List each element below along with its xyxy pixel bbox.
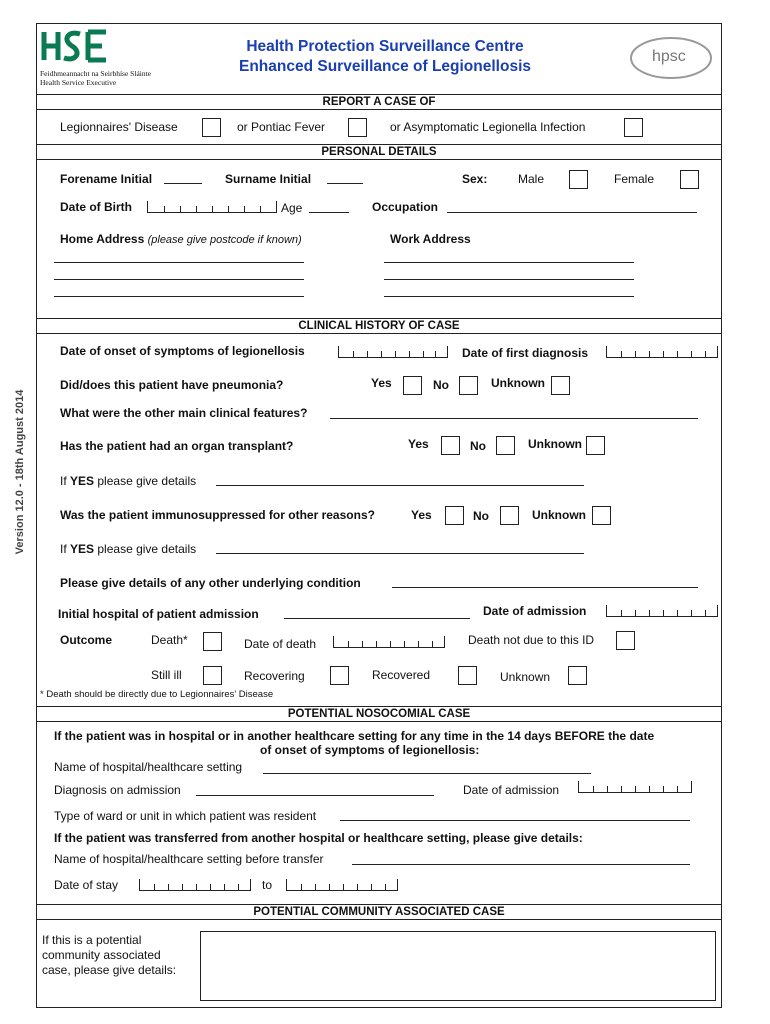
date-admission-label: Date of admission: [483, 604, 587, 618]
transplant-details-label: If YES please give details: [60, 474, 197, 488]
occupation-label: Occupation: [372, 200, 439, 214]
death-not-due-checkbox[interactable]: [616, 631, 635, 650]
onset-date-field[interactable]: [338, 346, 448, 358]
immuno-yes-checkbox[interactable]: [445, 506, 464, 525]
stay-from-date-field[interactable]: [139, 879, 251, 891]
logo-irish-text: Feidhmeannacht na Seirbhíse Sláinte: [40, 69, 152, 78]
recovering-label: Recovering: [244, 669, 305, 683]
date-of-death-label: Date of death: [244, 637, 317, 651]
immuno-unknown-label: Unknown: [532, 508, 586, 522]
work-address-line-3[interactable]: [384, 296, 634, 297]
transplant-no-checkbox[interactable]: [496, 436, 515, 455]
community-details-textarea[interactable]: [200, 931, 716, 1001]
community-text-1: If this is a potential: [42, 933, 142, 947]
transplant-details-field[interactable]: [216, 485, 584, 486]
death-not-due-label: Death not due to this ID: [468, 633, 595, 647]
immuno-no-label: No: [473, 509, 489, 523]
title-line-1: Health Protection Surveillance Centre: [246, 38, 524, 55]
age-field[interactable]: [309, 212, 349, 213]
pneumonia-unknown-label: Unknown: [491, 376, 545, 390]
immuno-yes-label: Yes: [411, 508, 432, 522]
community-text-3: case, please give details:: [42, 963, 177, 977]
first-diagnosis-label: Date of first diagnosis: [462, 346, 589, 360]
pneumonia-no-checkbox[interactable]: [459, 376, 478, 395]
opt-legionnaires: Legionnaires' Disease: [60, 120, 178, 134]
legionnaires-checkbox[interactable]: [202, 118, 221, 137]
opt-pontiac: or Pontiac Fever: [237, 120, 326, 134]
dob-field[interactable]: [147, 201, 277, 213]
svg-text:HSE: HSE: [40, 28, 43, 29]
immuno-label: Was the patient immunosuppressed for other reasons?: [60, 508, 375, 522]
female-checkbox[interactable]: [680, 170, 699, 189]
outcome-unknown-label: Unknown: [500, 670, 551, 684]
age-label: Age: [281, 201, 303, 215]
transfer-label: If the patient was transferred from another hospital or healthcare setting, please give details:: [54, 831, 583, 845]
transplant-yes-checkbox[interactable]: [441, 436, 460, 455]
immuno-unknown-checkbox[interactable]: [592, 506, 611, 525]
community-heading: POTENTIAL COMMUNITY ASSOCIATED CASE: [37, 904, 721, 920]
report-heading: REPORT A CASE OF: [37, 94, 721, 110]
to-label: to: [262, 878, 273, 892]
hpsc-logo: [628, 34, 714, 82]
recovered-label: Recovered: [372, 668, 431, 682]
pneumonia-no-label: No: [433, 378, 449, 392]
dob-label: Date of Birth: [60, 200, 132, 214]
pontiac-checkbox[interactable]: [348, 118, 367, 137]
underlying-label: Please give details of any other underlying condition: [60, 576, 361, 590]
initial-hospital-label: Initial hospital of patient admission: [58, 607, 259, 621]
transplant-unknown-checkbox[interactable]: [586, 436, 605, 455]
home-address-line-3[interactable]: [54, 296, 304, 297]
male-label: Male: [518, 172, 545, 186]
transplant-unknown-label: Unknown: [528, 437, 582, 451]
transplant-no-label: No: [470, 439, 486, 453]
diagnosis-admission-field[interactable]: [196, 795, 434, 796]
forename-label: Forename Initial: [60, 172, 153, 186]
immuno-details-field[interactable]: [216, 553, 584, 554]
stay-to-date-field[interactable]: [286, 879, 398, 891]
date-stay-label: Date of stay: [54, 878, 119, 892]
outcome-unknown-checkbox[interactable]: [568, 666, 587, 685]
outcome-label: Outcome: [60, 633, 113, 647]
forename-field[interactable]: [164, 183, 202, 184]
opt-asymptomatic: or Asymptomatic Legionella Infection: [390, 120, 586, 134]
home-address-line-1[interactable]: [54, 262, 304, 263]
onset-label: Date of onset of symptoms of legionellosis: [60, 344, 305, 358]
surname-field[interactable]: [327, 183, 363, 184]
nosocomial-heading: POTENTIAL NOSOCOMIAL CASE: [37, 706, 721, 722]
sex-label: Sex:: [462, 172, 488, 186]
hospital-before-field[interactable]: [352, 864, 690, 865]
ward-field[interactable]: [340, 820, 690, 821]
admission-date-field[interactable]: [606, 605, 718, 617]
pneumonia-label: Did/does this patient have pneumonia?: [60, 378, 284, 392]
initial-hospital-field[interactable]: [284, 618, 470, 619]
pneumonia-yes-label: Yes: [371, 376, 392, 390]
ward-label: Type of ward or unit in which patient was resident: [54, 809, 317, 823]
features-label: What were the other main clinical features?: [60, 406, 308, 420]
work-address-line-2[interactable]: [384, 279, 634, 280]
occupation-field[interactable]: [447, 212, 697, 213]
personal-heading: PERSONAL DETAILS: [37, 144, 721, 160]
first-diagnosis-date-field[interactable]: [606, 346, 718, 358]
diagnosis-admission-label: Diagnosis on admission: [54, 783, 181, 797]
hospital-before-label: Name of hospital/healthcare setting before transfer: [54, 852, 324, 866]
female-label: Female: [614, 172, 655, 186]
pneumonia-unknown-checkbox[interactable]: [551, 376, 570, 395]
immuno-no-checkbox[interactable]: [500, 506, 519, 525]
home-address-label: Home Address (please give postcode if known): [60, 232, 302, 246]
surname-label: Surname Initial: [225, 172, 312, 186]
recovering-checkbox[interactable]: [330, 666, 349, 685]
immuno-details-label: If YES please give details: [60, 542, 197, 556]
title-line-2: Enhanced Surveillance of Legionellosis: [239, 58, 531, 75]
death-checkbox[interactable]: [203, 632, 222, 651]
still-ill-label: Still ill: [151, 668, 182, 682]
date-of-death-field[interactable]: [333, 636, 445, 648]
community-text-2: community associated: [42, 948, 161, 962]
nosocomial-intro-line-1: If the patient was in hospital or in another healthcare setting for any time in the 14 days BEFORE the date: [54, 729, 655, 743]
asymptomatic-checkbox[interactable]: [624, 118, 643, 137]
noso-date-admission-label: Date of admission: [463, 783, 560, 797]
work-address-label: Work Address: [390, 232, 471, 246]
male-checkbox[interactable]: [569, 170, 588, 189]
features-field[interactable]: [330, 418, 698, 419]
still-ill-checkbox[interactable]: [203, 666, 222, 685]
hpsc-logo-text: hpsc: [652, 48, 686, 65]
version-text: Version 12.0 - 18th August 2014: [14, 389, 26, 555]
death-label: Death*: [151, 633, 188, 647]
death-footnote: * Death should be directly due to Legionnaires' Disease: [40, 689, 274, 700]
recovered-checkbox[interactable]: [458, 666, 477, 685]
work-address-line-1[interactable]: [384, 262, 634, 263]
transplant-yes-label: Yes: [408, 437, 429, 451]
hospital-name-field[interactable]: [263, 773, 591, 774]
logo-english-text: Health Service Executive: [40, 78, 117, 87]
underlying-field[interactable]: [392, 587, 698, 588]
home-address-line-2[interactable]: [54, 279, 304, 280]
transplant-label: Has the patient had an organ transplant?: [60, 439, 294, 453]
hospital-name-label: Name of hospital/healthcare setting: [54, 760, 243, 774]
clinical-heading: CLINICAL HISTORY OF CASE: [37, 318, 721, 334]
pneumonia-yes-checkbox[interactable]: [403, 376, 422, 395]
noso-admission-date-field[interactable]: [578, 781, 692, 793]
nosocomial-intro-line-2: of onset of symptoms of legionellosis:: [260, 743, 480, 757]
